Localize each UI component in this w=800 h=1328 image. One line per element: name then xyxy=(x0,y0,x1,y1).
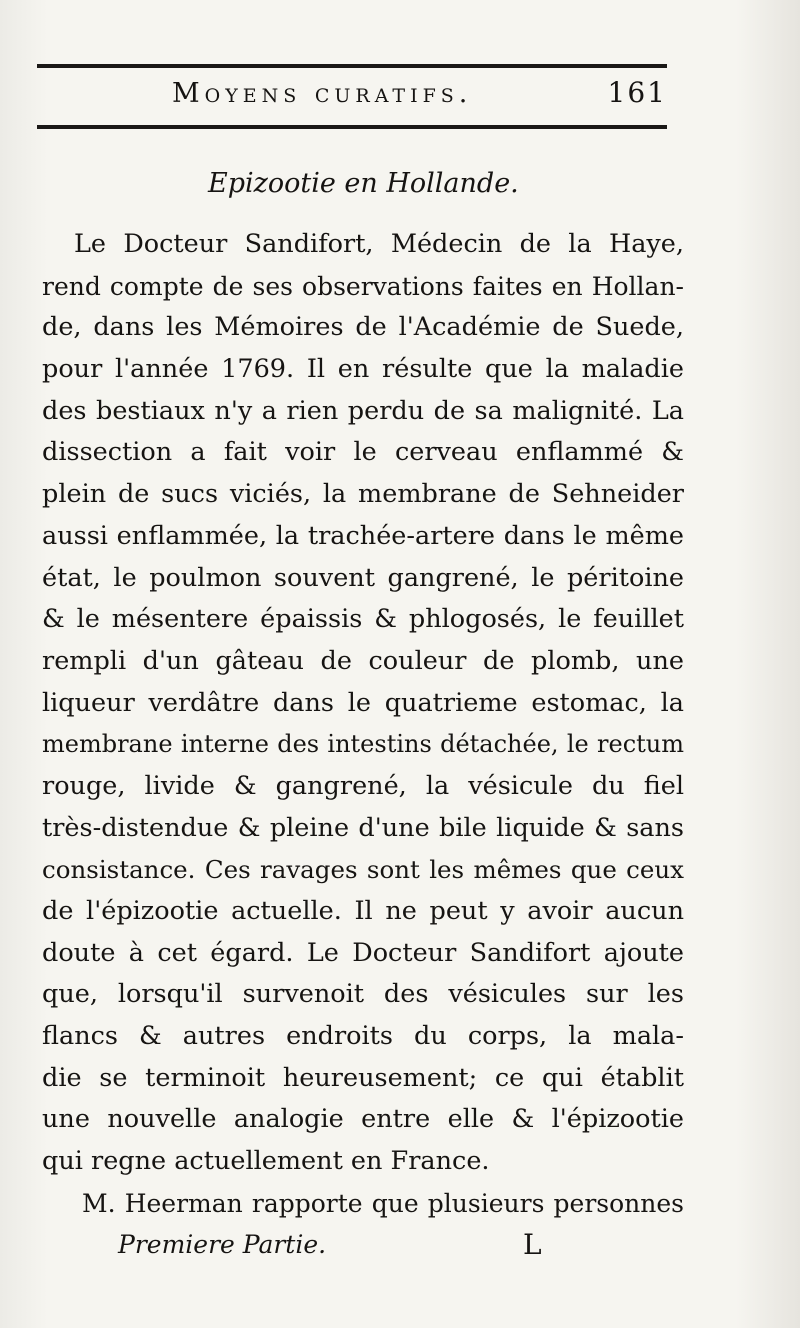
text-line: aussi enflammée, la trachée-artere dans le même xyxy=(42,520,684,551)
text-line: rend compte de ses observations faites en Hollan- xyxy=(42,271,684,301)
text-line: liqueur verdâtre dans le quatrieme estomac, la xyxy=(42,687,684,718)
text-line: des bestiaux n'y a rien perdu de sa malignité. La xyxy=(42,395,684,426)
text-line: dissection a fait voir le cerveau enflammé & xyxy=(42,437,684,468)
text-line: plein de sucs viciés, la membrane de Sehneider xyxy=(42,479,684,510)
text-line: qui regne actuellement en France. xyxy=(42,1146,490,1177)
running-head-title: Moyens curatifs. xyxy=(172,78,473,109)
text-line: & le mésentere épaissis & phlogosés, le feuillet xyxy=(42,604,684,635)
text-line: die se terminoit heureusement; ce qui établit xyxy=(42,1062,684,1093)
text-line: consistance. Ces ravages sont les mêmes que ceux xyxy=(42,855,684,885)
text-line: très-distendue & pleine d'une bile liquide & sans xyxy=(42,812,684,843)
text-line: de, dans les Mémoires de l'Académie de Suede, xyxy=(42,312,684,343)
signature-text: Premiere Partie. xyxy=(118,1230,327,1259)
body-text xyxy=(42,224,684,1225)
text-line: de l'épizootie actuelle. Il ne peut y avoir aucun xyxy=(42,896,684,926)
running-head xyxy=(37,76,667,116)
text-line: membrane interne des intestins détachée, le rectum xyxy=(42,730,684,759)
text-line: M. Heerman rapporte que plusieurs personnes xyxy=(82,1188,684,1218)
header-bottom-rule xyxy=(37,125,667,129)
page-footer xyxy=(118,1230,558,1266)
text-line: état, le poulmon souvent gangrené, le péritoine xyxy=(42,562,684,593)
text-line: rempli d'un gâteau de couleur de plomb, une xyxy=(42,645,684,676)
text-line: doute à cet égard. Le Docteur Sandifort ajoute xyxy=(42,937,684,968)
page-number: 161 xyxy=(607,76,667,109)
signature-mark: L xyxy=(523,1228,542,1261)
header-top-rule xyxy=(37,64,667,68)
section-title: Epizootie en Hollande. xyxy=(208,168,519,199)
text-line: une nouvelle analogie entre elle & l'épizootie xyxy=(42,1104,684,1135)
text-line: que, lorsqu'il survenoit des vésicules sur les xyxy=(42,979,684,1010)
text-line: Le Docteur Sandifort, Médecin de la Haye, xyxy=(74,229,684,259)
text-line: pour l'année 1769. Il en résulte que la maladie xyxy=(42,354,684,385)
text-line: rouge, livide & gangrené, la vésicule du fiel xyxy=(42,770,684,801)
text-line: flancs & autres endroits du corps, la mala- xyxy=(42,1021,684,1052)
